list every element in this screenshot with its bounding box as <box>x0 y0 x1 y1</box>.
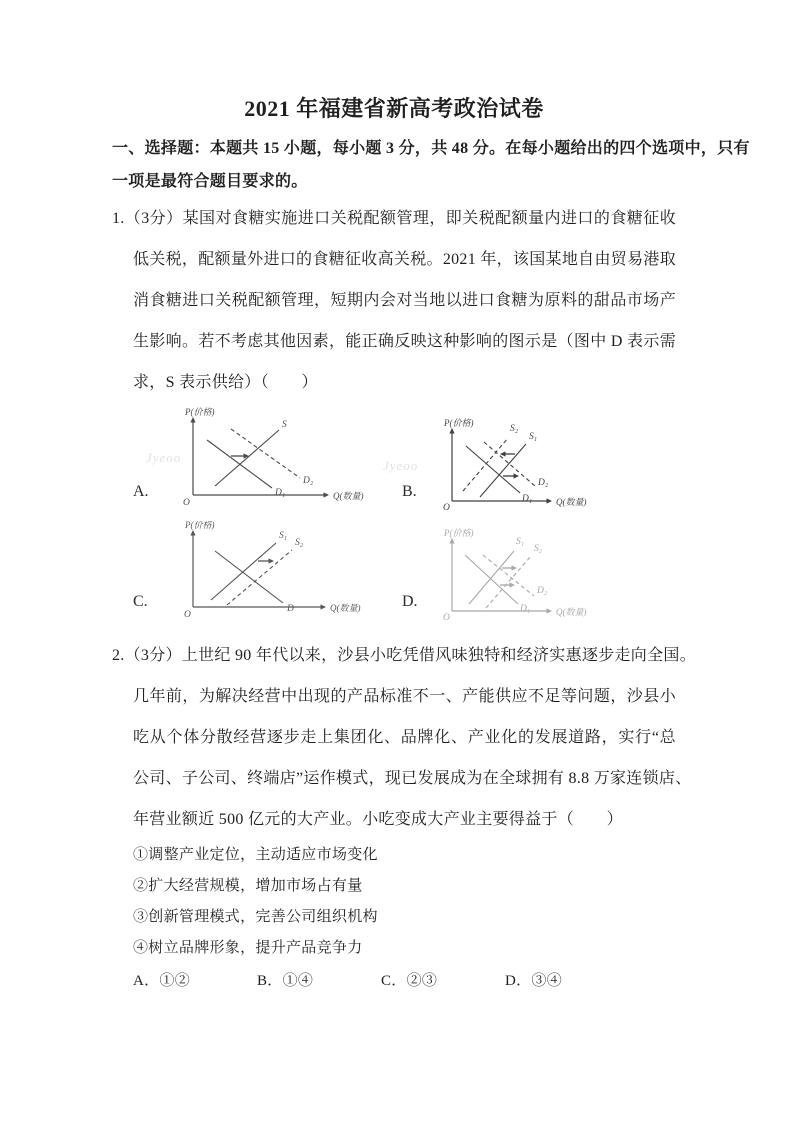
curve-label-S: S <box>282 420 287 430</box>
option-letter-D: D. <box>402 593 418 610</box>
answer-option: D．③④ <box>505 973 563 989</box>
curve-label-D₁: D₁ <box>275 488 286 498</box>
y-axis-label: P(价格) <box>185 407 215 417</box>
option-letter-C: C. <box>133 593 148 610</box>
curve-S₁ <box>469 551 514 604</box>
curve-label-D: D <box>287 604 294 614</box>
statement-item: ③创新管理模式，完善公司组织机构 <box>133 909 378 925</box>
graph-option-B <box>402 417 676 515</box>
question-2-statement-list <box>112 840 676 964</box>
curve-S₂ <box>463 438 508 491</box>
option-letter-B: B. <box>402 483 417 500</box>
curve-label-D₁: D₁ <box>522 494 533 504</box>
curve-label-D₂: D₂ <box>537 586 548 596</box>
curve-D₁ <box>207 440 272 488</box>
curve-D₂ <box>484 442 535 486</box>
section-heading <box>112 132 750 198</box>
curve-label-S₁: S₁ <box>529 432 538 442</box>
curve-label-D₂: D₂ <box>538 478 549 488</box>
curve-label-D₂: D₂ <box>303 476 314 486</box>
statement-item: ④树立品牌形象，提升产品竞争力 <box>133 940 363 956</box>
y-axis-label: P(价格) <box>444 528 474 538</box>
curve-label-S₂: S₂ <box>510 424 519 434</box>
watermark: Jyeoo <box>146 450 182 465</box>
supply-demand-diagram-C <box>161 521 396 625</box>
question-text-line: 1.（3分）某国对食糖实施进口关税配额管理，即关税配额量内进口的食糖征收 <box>112 210 676 227</box>
curve-label-S₂: S₂ <box>534 544 543 554</box>
y-axis-label: P(价格) <box>185 521 215 530</box>
answer-option: B．①④ <box>257 973 314 989</box>
supply-demand-diagram-B <box>430 417 610 515</box>
x-axis-label: Q(数量) <box>330 603 361 613</box>
option-letter-A: A. <box>133 483 149 500</box>
statement-item: ②扩大经营规模，增加市场占有量 <box>133 878 363 894</box>
exam-title: 2021 年福建省新高考政治试卷 <box>244 96 544 121</box>
x-axis-label: Q(数量) <box>556 607 587 617</box>
origin-label: O <box>183 498 190 508</box>
graph-option-C <box>133 521 402 625</box>
curve-label-S₂: S₂ <box>295 538 304 548</box>
question-text-line: 生影响。若不考虑其他因素，能正确反映这种影响的图示是（图中 D 表示需 <box>133 333 676 350</box>
question-text-line: 吃从个体分散经营逐步走上集团化、品牌化、产业化的发展道路，实行“总 <box>133 729 676 746</box>
origin-label: O <box>443 503 450 513</box>
question-text-line: 公司、子公司、终端店”运作模式，现已发展成为在全球拥有 8.8 万家连锁店、 <box>133 770 692 787</box>
statement-item: ①调整产业定位，主动适应市场变化 <box>133 847 378 863</box>
section-heading-line: 一项是最符合题目要求的。 <box>112 173 308 190</box>
x-axis-label: Q(数量) <box>556 497 587 507</box>
curve-label-S₁: S₁ <box>516 537 525 547</box>
question-1-text <box>112 198 676 403</box>
supply-demand-diagram-D <box>430 527 610 625</box>
question-text-line: 几年前，为解决经营中出现的产品标准不一、产能供应不足等问题，沙县小 <box>133 688 676 705</box>
curve-D₁ <box>466 446 520 493</box>
question-text-line: 低关税，配额量外进口的食糖征收高关税。2021 年，该国某地自由贸易港取 <box>133 251 676 268</box>
curve-D₂ <box>231 429 300 478</box>
section-heading-line: 一、选择题：本题共 15 小题，每小题 3 分，共 48 分。在每小题给出的四个选项中，只有 <box>112 140 750 157</box>
origin-label: O <box>443 613 450 623</box>
curve-label-S₁: S₁ <box>279 531 288 541</box>
curve-label-D₁: D₁ <box>520 604 531 614</box>
origin-label: O <box>184 610 191 620</box>
answer-option: A．①② <box>133 973 191 989</box>
question-text-line: 求，S 表示供给）（ ） <box>133 374 318 391</box>
supply-demand-diagram-A <box>161 407 396 515</box>
curve-S <box>215 430 279 486</box>
watermark: Jyeoo <box>383 458 419 473</box>
question-text-line: 消食糖进口关税配额管理，短期内会对当地以进口食糖为原料的甜品市场产 <box>133 292 676 309</box>
question-1-answer-graphs-grid <box>133 407 676 625</box>
curve-S₂ <box>486 556 531 608</box>
question-2-text <box>112 635 697 840</box>
curve-D₂ <box>483 555 534 596</box>
answer-option: C．②③ <box>381 973 438 989</box>
curve-D <box>215 551 283 603</box>
question-text-line: 2.（3分）上世纪 90 年代以来，沙县小吃凭借风味独特和经济实惠逐步走向全国。 <box>112 647 697 664</box>
x-axis-label: Q(数量) <box>333 491 364 501</box>
question-text-line: 年营业额近 500 亿元的大产业。小吃变成大产业主要得益于（ ） <box>133 811 623 828</box>
curve-S₁ <box>480 444 526 497</box>
y-axis-label: P(价格) <box>444 418 474 428</box>
question-2-answer-options-row <box>112 964 676 998</box>
graph-option-D <box>402 527 676 625</box>
